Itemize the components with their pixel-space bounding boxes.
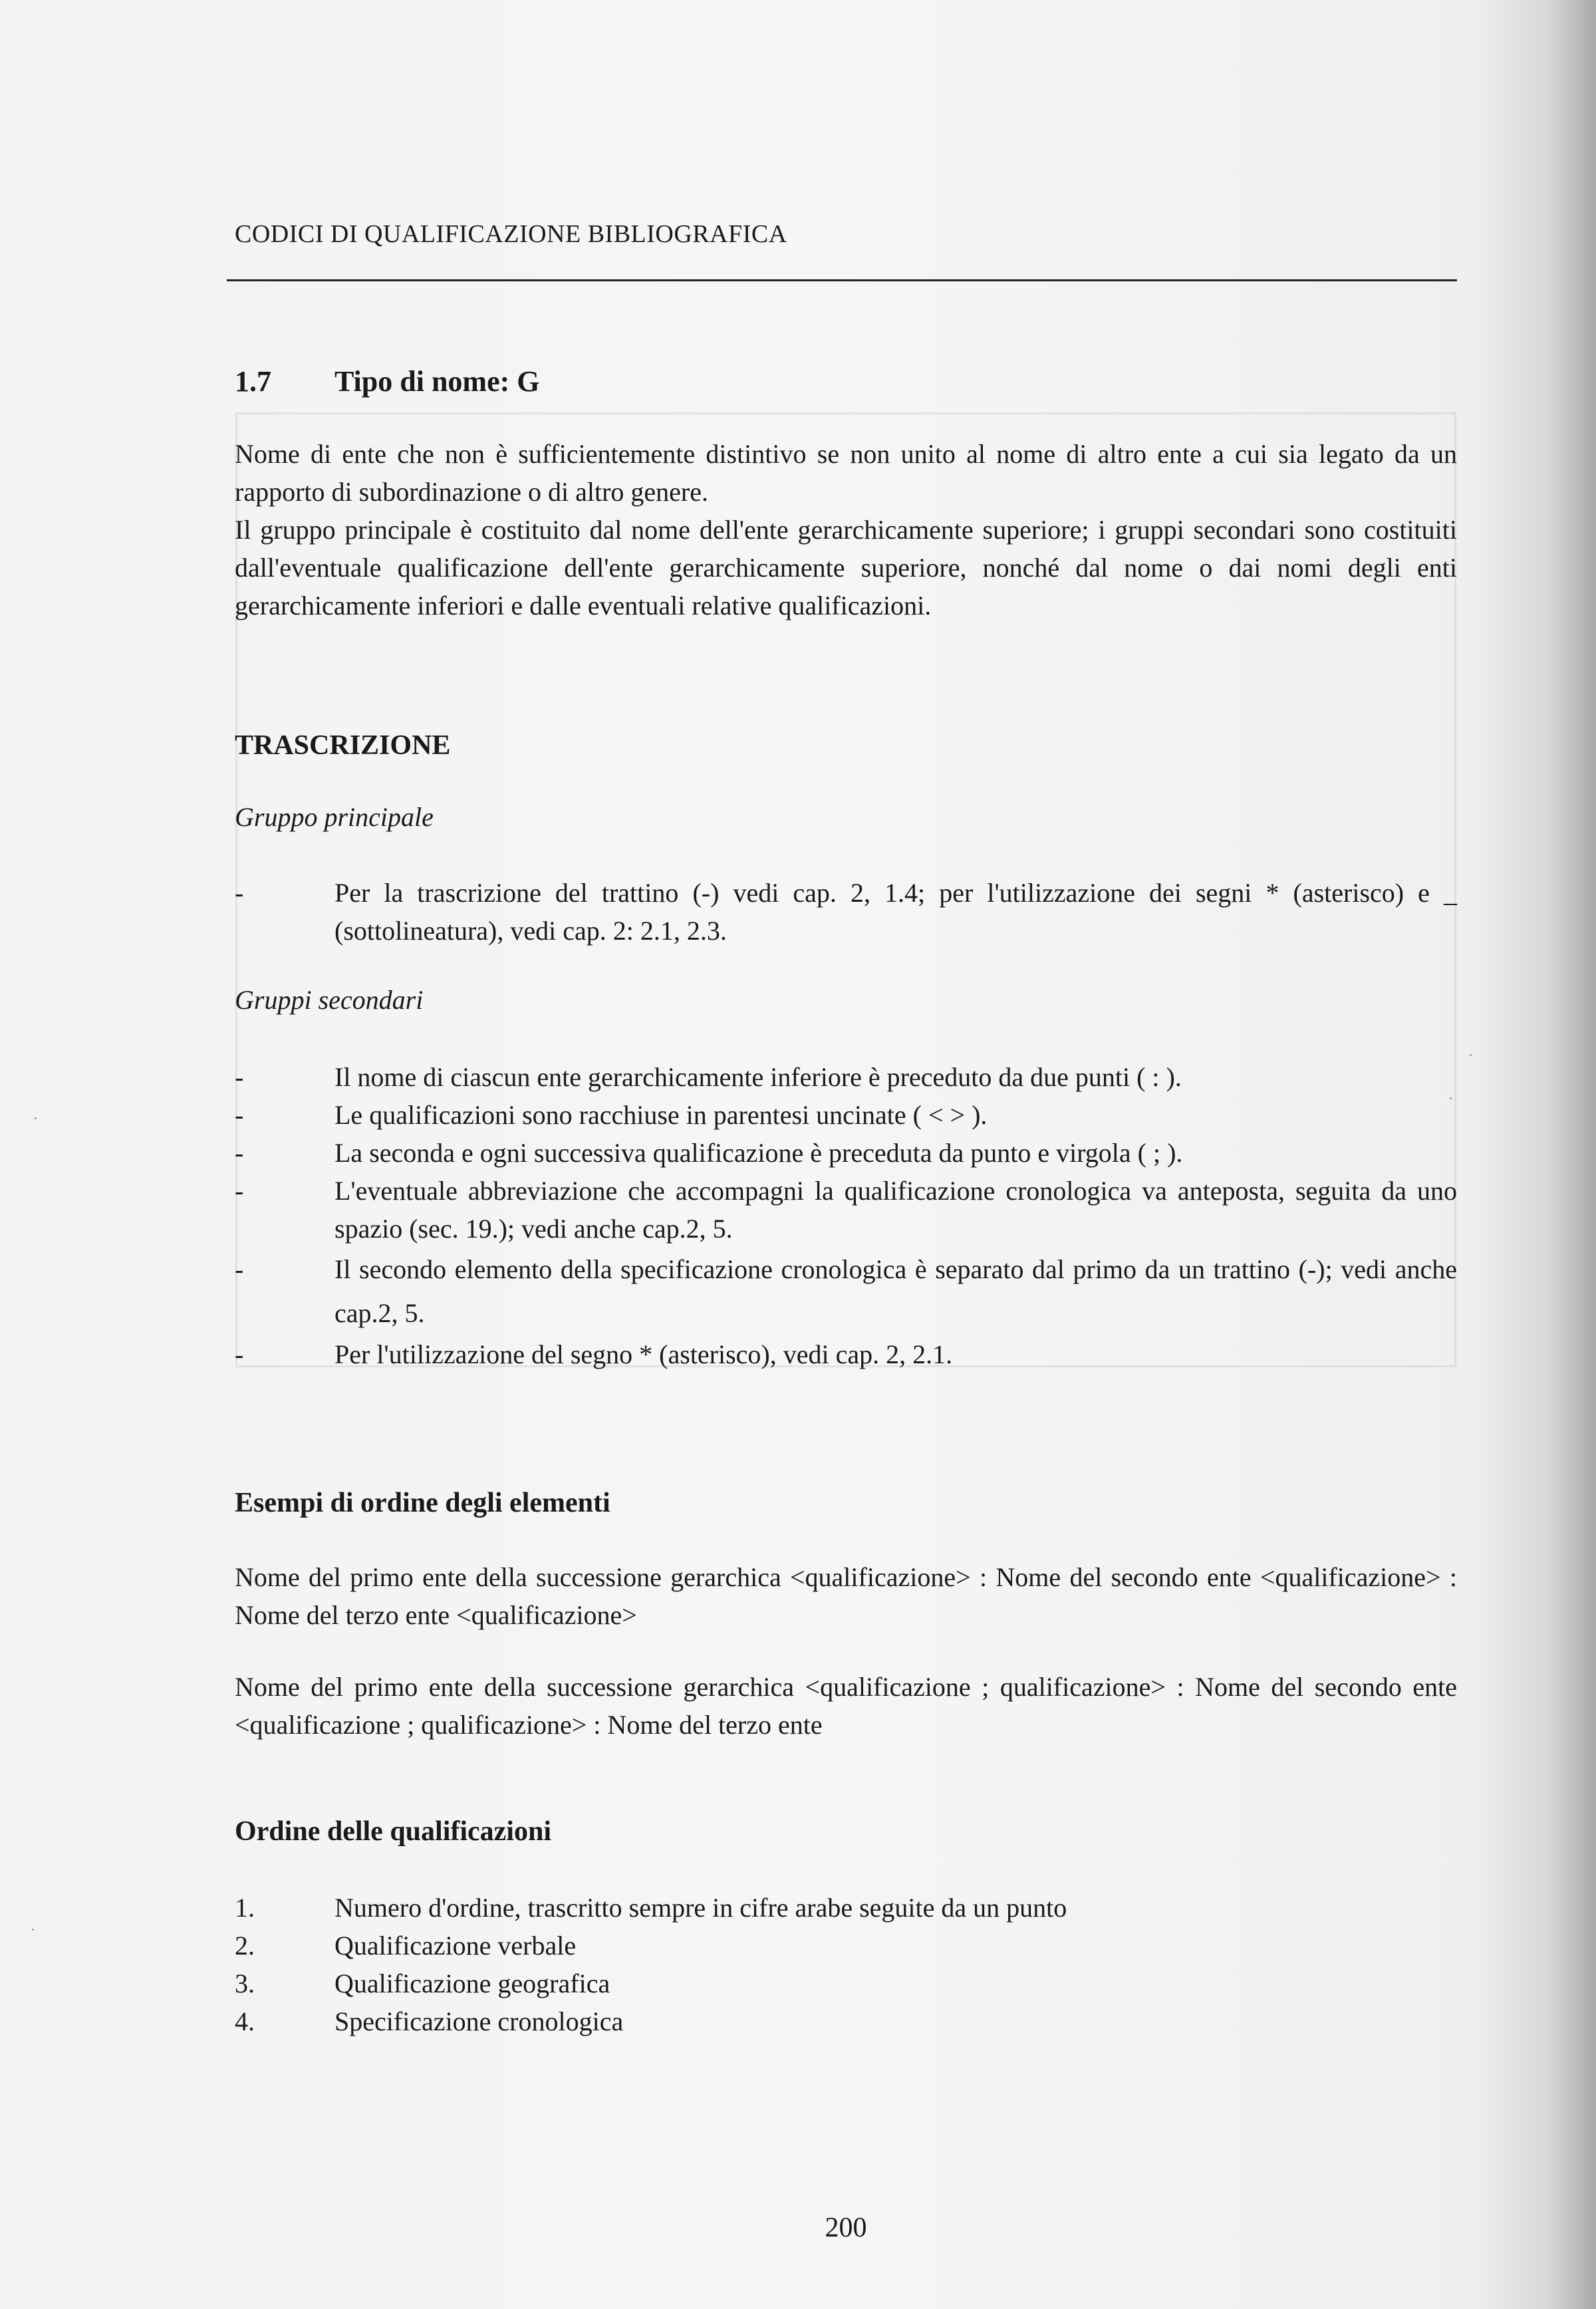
esempi-heading: Esempi di ordine degli elementi (235, 1488, 610, 1518)
list-item-text: Qualificazione geografica (334, 1969, 610, 1998)
intro-line: Il gruppo principale è costituito dal nome dell'ente gerarchicamente superiore; i gruppi secondari sono costituiti dall'eventuale qualificazione dell'ente gerarchicamente superiore, nonché dal nome o dai nomi degli enti gerarchicamente inferiori e dalle eventuali relative qualificazioni. (235, 515, 1457, 620)
list-item-text: Le qualificazioni sono racchiuse in parentesi uncinate ( < > ). (334, 1100, 988, 1130)
ordine-heading: Ordine delle qualificazioni (235, 1816, 552, 1847)
esempio-paragraph (235, 1558, 1457, 1634)
list-item-text: Specificazione cronologica (334, 2006, 624, 2036)
trascrizione-heading: TRASCRIZIONE (235, 730, 451, 761)
list-item-text: Il nome di ciascun ente gerarchicamente inferiore è preceduto da due punti ( : ). (334, 1062, 1182, 1092)
section-title-text: Tipo di nome: G (334, 365, 540, 398)
list-item-text: Per l'utilizzazione del segno * (asterisco), vedi cap. 2, 2.1. (334, 1339, 953, 1369)
section-title (235, 364, 539, 398)
list-item-text: Numero d'ordine, trascritto sempre in cifre arabe seguite da un punto (334, 1893, 1067, 1923)
list-marker: 4. (235, 2006, 255, 2036)
list-marker: - (235, 1138, 244, 1168)
list-item (235, 1335, 1457, 1373)
esempio-paragraph (235, 1668, 1457, 1744)
list-item (235, 2002, 1457, 2040)
header-rule (227, 279, 1457, 281)
list-marker: - (235, 1062, 244, 1092)
paper-speck (35, 1117, 37, 1119)
intro-line: Nome di ente che non è sufficientemente distintivo se non unito al nome di altro ente a cui sia legato da un rapporto di subordinazione o di altro genere. (235, 439, 1457, 507)
list-item-text: Qualificazione verbale (334, 1931, 577, 1961)
list-item (235, 1927, 1457, 1965)
gruppo-principale-heading: Gruppo principale (235, 802, 434, 832)
list-marker: - (235, 1100, 244, 1130)
list-item (235, 1058, 1457, 1096)
list-item-text: La seconda e ogni successiva qualificazione è preceduta da punto e virgola ( ; ). (334, 1138, 1183, 1168)
gruppo-principale-list (235, 874, 1457, 950)
list-item (235, 1172, 1457, 1248)
esempio-text: Nome del primo ente della successione gerarchica <qualificazione ; qualificazione> : Nome del secondo ente <qualificazione ; qualificazione> : Nome del terzo ente (235, 1672, 1457, 1740)
list-item (235, 1965, 1457, 2002)
list-item-text: Il secondo elemento della specificazione cronologica è separato dal primo da un trattino (-); vedi anche cap.2, 5. (334, 1254, 1457, 1328)
paper-speck (1470, 1054, 1472, 1056)
list-marker: - (235, 1339, 244, 1369)
list-item (235, 1889, 1457, 1927)
gruppi-secondari-list (235, 1058, 1457, 1373)
list-marker: - (235, 1176, 244, 1206)
page-number: 200 (825, 2213, 867, 2243)
list-item (235, 1134, 1457, 1172)
list-marker: 3. (235, 1969, 255, 1998)
list-item (235, 1248, 1457, 1335)
list-item (235, 874, 1457, 950)
section-number: 1.7 (235, 365, 271, 398)
list-marker: 1. (235, 1893, 255, 1923)
gruppi-secondari-heading: Gruppi secondari (235, 985, 424, 1015)
ordine-list (235, 1889, 1457, 2040)
list-item (235, 1096, 1457, 1134)
list-item-text: Per la trascrizione del trattino (-) vedi cap. 2, 1.4; per l'utilizzazione dei segni * (asterisco) e _ (sottolineatura), vedi cap. 2: 2.1, 2.3. (334, 878, 1457, 946)
paper-speck (32, 1929, 34, 1931)
list-marker: - (235, 1254, 244, 1284)
intro-paragraph (235, 435, 1457, 624)
list-marker: 2. (235, 1931, 255, 1961)
esempio-text: Nome del primo ente della successione gerarchica <qualificazione> : Nome del secondo ente <qualificazione> : Nome del terzo ente <qualificazione> (235, 1562, 1457, 1630)
list-marker: - (235, 878, 244, 908)
running-head: CODICI DI QUALIFICAZIONE BIBLIOGRAFICA (235, 220, 787, 248)
list-item-text: L'eventuale abbreviazione che accompagni la qualificazione cronologica va anteposta, seguita da uno spazio (sec. 19.); vedi anche cap.2, 5. (334, 1176, 1457, 1244)
